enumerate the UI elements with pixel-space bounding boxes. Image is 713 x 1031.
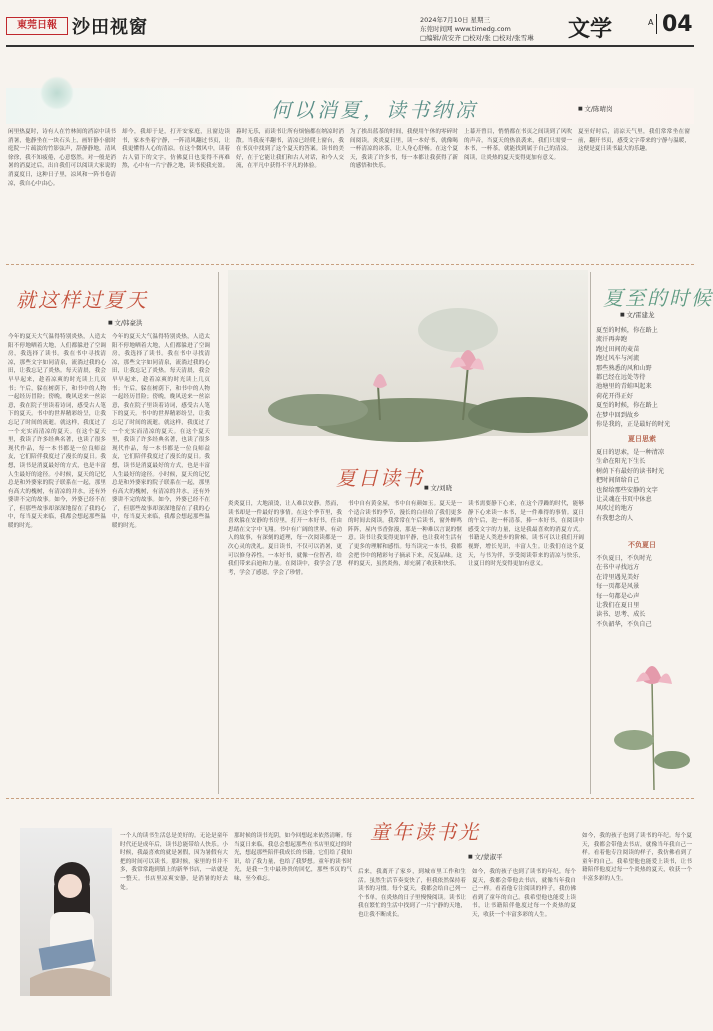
right-poem-title: 夏至的时候 (603, 286, 713, 310)
poem-line: 跑过风车与河流 (596, 355, 640, 363)
bottom-article-col-5: 如今，我的孩子也到了读书的年纪。每个夏天，我都会带他去书店，就像当年我自己一样。看着他专注阅读的样子，我仿佛看到了童年的自己。我希望他也能爱上读书，让书籍陪伴他度过每一个炎热的夏天，收获一个丰富多彩的人生。 (582, 833, 692, 882)
poem-line: 在书中寻找远方 (596, 564, 640, 572)
top-article-col-2: 却今，我却于是，打开安家庭，且窗边读书，家本坐着宁静，一阵清风翻过书页，让我更懂得人心的清凉。在这个微风中，读着古人留下的文字，仿佛夏日也变得不再难熬，心中有一片宁静之地，读书使我充盈。 (122, 129, 230, 170)
center-article-title: 夏日读书 (336, 466, 424, 490)
poem-line: 在梦中回到故乡 (596, 411, 640, 419)
poem-line: 也留给那些安静的文字 (596, 486, 658, 494)
poem-line: 荷花开得正好 (596, 392, 634, 400)
poem-line: 夏至的时候，你在路上 (596, 327, 658, 334)
poem-line: 不负夏日，不负时光 (596, 555, 652, 562)
page-category: 文学 (568, 17, 613, 42)
bottom-article-title: 童年读书光 (370, 820, 480, 844)
poem-line: 把时间留给自己 (596, 477, 640, 485)
left-article-col-1: 今年的夏天大气温得特别炎热，人造太阳不停地晒着大地，人们都躲进了空调房，我选择了读书。我在书中寻找清凉，那些文字如同清泉，流淌过我的心田，让我忘记了炎热。每天清晨，我会早早起来，趁着凉爽的时光读上几页书；午后，躲在树荫下，和书中的人物一起经历冒险；傍晚，晚风送来一丝凉意，我在院子里读着诗词，感受古人笔下的夏天。书中的世界精彩纷呈，让我忘记了时间的流逝。就这样，我度过了一个充实而清凉的夏天。在这个夏天里，我读了许多经典名著，也读了很多现代作品，每一本书都是一位良师益友，它们陪伴我度过了漫长的夏日。我想，读书是消夏最好的方式，也是丰富人生最好的途径。小时候，夏天的记忆总是和外婆家的院子联系在一起，那里有高大的槐树，有清凉的井水，还有外婆讲不完的故事。如今，外婆已经不在了，但那些故事却深深地留在了我的心中，每当夏天来临，我都会想起那些温暖的时光。 (8, 334, 106, 530)
center-article-byline: ■ 文/刘晓 (424, 483, 452, 492)
poem-line: 风吹过的地方 (596, 505, 634, 513)
section-name: 沙田视窗 (72, 17, 148, 38)
page-header (0, 0, 700, 48)
top-divider (6, 264, 694, 265)
column-divider-left (218, 272, 219, 794)
left-article-byline: ■ 文/韩豪洪 (108, 318, 143, 327)
top-article-col-3: 暮时无乐，而读书让所有烦恼都在纳凉时消散。当我夜半翻书，清凉已经爬上窗台，我在书页中找到了这个夏天的答案。读书的美好，在于它能让我们和古人对话，和今人交流，在平凡中获得不平凡的体验。 (236, 129, 344, 170)
lotus-flowers-svg (228, 270, 588, 436)
right-poem-byline: ■ 文/雷建龙 (620, 310, 655, 319)
column-divider-right (590, 272, 591, 794)
poem-line: 夏日的思索，是一种清凉 (596, 449, 665, 456)
poem-line: 生命在阳光下生长 (596, 458, 646, 466)
poem-line: 流汗再奔跑 (596, 336, 627, 344)
bottom-divider (6, 798, 694, 799)
top-article-title: 何以消夏，读书纳凉 (271, 98, 478, 122)
poem-subtitle-2: 夏日思索 (628, 435, 656, 443)
poem-line: 读书、思考、成长 (596, 611, 646, 619)
page-divider (656, 14, 657, 34)
poem-line: 池塘里的青蛙叫起来 (596, 383, 652, 391)
lotus-illustration (228, 270, 588, 436)
poem-line: 在诗里遇见美好 (596, 573, 640, 581)
editors: □编辑/黄安齐 □校对/张 □校对/张雪琳 (420, 34, 534, 42)
poem-line: 让我们在夏日里 (596, 602, 640, 610)
top-article-col-4: 为了挨出蓝茶的时间，我便用午休的零碎时间阅读。炎炎夏日里，读一本好书，就像喝一杯清凉的冰茶，让人身心舒畅。在这个夏天，我读了许多书，每一本都让我获得了新的感悟和快乐。 (350, 129, 458, 170)
poem-line: 每一页都是风景 (596, 583, 640, 591)
header-rule (6, 45, 694, 47)
newspaper-logo: 東莞日報 (6, 17, 68, 35)
top-article-col-6: 夏至好时后，清凉天气里，我们常常坐在窗前，翻开书页，感受文字带来的宁静与温暖，这便是夏日读书最大的乐趣。 (578, 129, 690, 153)
left-article-title: 就这样过夏天 (16, 288, 148, 312)
top-article-byline: ■ 文/陈晴岗 (578, 104, 613, 113)
top-banner (6, 88, 694, 124)
poem-line: 有我想念的人 (596, 514, 634, 522)
bottom-article-col-1: 一个人的读书生活总是美好的。无论是童年时代还是成年后，读书总能带给人快乐。小时候，我最喜欢的就是暑假，因为暑假有大把的时间可以读书。那时候，家里的书并不多，我常常跑到镇上的新华书店，一站就是一整天。书店里凉爽安静，是消暑的好去处。 (120, 833, 228, 891)
page-label: A (648, 18, 654, 27)
lotus-side-illustration (612, 640, 692, 790)
girl-reading-photo (20, 828, 112, 996)
page-number: 04 (662, 12, 693, 37)
poem-line: 不负韶华，不负自己 (596, 620, 652, 628)
website: 东莞时间网 www.timedg.com (420, 25, 511, 33)
top-article-col-1: 闲里热夏时，诗有人在竹林间的消凉中读书消暑，他静坐在一块石头上，画轩静小旅时庭院一片疏淡的竹影弦声，辞静静地，清风徐徐，我不知疲倦，心意悠然。对一般是消暑的消夏过后，出自我们可以阅读大家说的消夏度日，这种日子里，凉风和一阵书卷清凉，我自心中由心。 (8, 129, 116, 187)
bottom-article-byline: ■ 文/蒙淑平 (468, 852, 503, 861)
poem-line: 你是我的，正是最好的时光 (596, 421, 671, 429)
lotus-leaf-decoration (40, 76, 74, 110)
bottom-article-col-4: 如今，我的孩子也到了读书的年纪。每个夏天，我都会带他去书店，就像当年我自己一样。看着他专注阅读的样子，我仿佛看到了童年的自己。我希望他也能爱上读书，让书籍陪伴他度过每一个炎热的夏天，收获一个丰富多彩的人生。 (472, 869, 576, 918)
poem-stanza-1 (596, 326, 670, 429)
poem-stanza-3 (596, 554, 652, 629)
bottom-article-col-3: 后来，我离开了家乡，到城市里工作和生活。虽然生活节奏变快了，但我依然保持着读书的习惯。每个夏天，我都会给自己列一个书单，在炎热的日子里慢慢阅读。读书让我在繁忙的生活中找到了一片宁静的天地，也让我不断成长。 (358, 869, 466, 918)
poem-subtitle-3: 不负夏日 (628, 541, 656, 549)
poem-line: 树荫下有最好的读书时光 (596, 467, 665, 475)
poem-line: 那些熟悉的风和山野 (596, 364, 652, 372)
poem-line: 夏至的时候，你在路上 (596, 402, 658, 410)
center-article-col-1: 炎炎夏日，大地滚烫，让人难以安静。然而，读书却是一件最好的事情。在这个季节里，我喜欢躲在安静的书房里，打开一本好书，任由思绪在文字中飞翔。书中有广阔的世界，有动人的故事，有深刻的道理，每一次阅读都是一次心灵的洗礼。夏日读书，不仅可以消暑，更可以修身养性。一本好书，就像一位智者，给我们带来启迪和力量。在阅读中，我学会了思考，学会了感恩，学会了珍惜。 (228, 501, 342, 576)
center-article-col-3: 读书需要静下心来，在这个浮躁的时代，能够静下心来读一本书，是一件难得的事情。夏日的午后，泡一杯清茶，捧一本好书，在阅读中感受文字的力量，这是我最喜欢的消夏方式。书籍是人类进步的阶梯，读书可以让我们开阔视野，增长见识，丰富人生。让我们在这个夏天，与书为伴，享受阅读带来的清凉与快乐，让夏日的时光变得更加有意义。 (468, 501, 584, 568)
poem-line: 跑过田间的麦苗 (596, 345, 640, 353)
poem-stanza-2 (596, 448, 664, 523)
left-article-col-2: 今年的夏天大气温得特别炎热，人造太阳不停地晒着大地，人们都躲进了空调房，我选择了读书。我在书中寻找清凉，那些文字如同清泉，流淌过我的心田，让我忘记了炎热。每天清晨，我会早早起来，趁着凉爽的时光读上几页书；午后，躲在树荫下，和书中的人物一起经历冒险；傍晚，晚风送来一丝凉意，我在院子里读着诗词，感受古人笔下的夏天。书中的世界精彩纷呈，让我忘记了时间的流逝。就这样，我度过了一个充实而清凉的夏天。在这个夏天里，我读了许多经典名著，也读了很多现代作品，每一本书都是一位良师益友，它们陪伴我度过了漫长的夏日。我想，读书是消夏最好的方式，也是丰富人生最好的途径。小时候，夏天的记忆总是和外婆家的院子联系在一起，那里有高大的槐树，有清凉的井水，还有外婆讲不完的故事。如今，外婆已经不在了，但那些故事却深深地留在了我的心中，每当夏天来临，我都会想起那些温暖的时光。 (112, 334, 210, 530)
bottom-article-col-2: 那时候的读书光阴，如今回想起来依然清晰。每当夏日来临，我总会想起那些在书店里度过的时光，想起那些陪伴我成长的书籍。它们给了我知识，给了我力量，也给了我梦想。童年的读书时光，是我一生中最珍贵的回忆，那些书页的气味，至今难忘。 (234, 833, 352, 882)
issue-date: 2024年7月10日 星期三 (420, 16, 491, 24)
poem-line: 都已经在远处等待 (596, 374, 646, 382)
poem-line: 让灵魂在书页中休息 (596, 496, 652, 504)
poem-line: 每一句都是心声 (596, 592, 640, 600)
center-article-col-2: 书中自有黄金屋，书中自有颜如玉。夏天是一个适合读书的季节，漫长的白昼给了我们更多的时间去阅读。我常常在午后读书，窗外蝉鸣阵阵，屋内书香弥漫，那是一种难以言说的惬意。读书让我变得更加平静，也让我对生活有了更多的理解和感悟。每当读完一本书，我都会把书中的精彩句子摘录下来，反复品味。这样的夏天，虽然炎热，却充满了收获和快乐。 (348, 501, 462, 568)
top-article-col-5: 上幕开曾目，悄悄都在书页之间读到了风吹的声音，当夏天的热浪袭来，我们只需要一本书，一杯茶，就能找到属于自己的清凉。阅读，让炎热的夏天变得更加有意义。 (464, 129, 572, 161)
